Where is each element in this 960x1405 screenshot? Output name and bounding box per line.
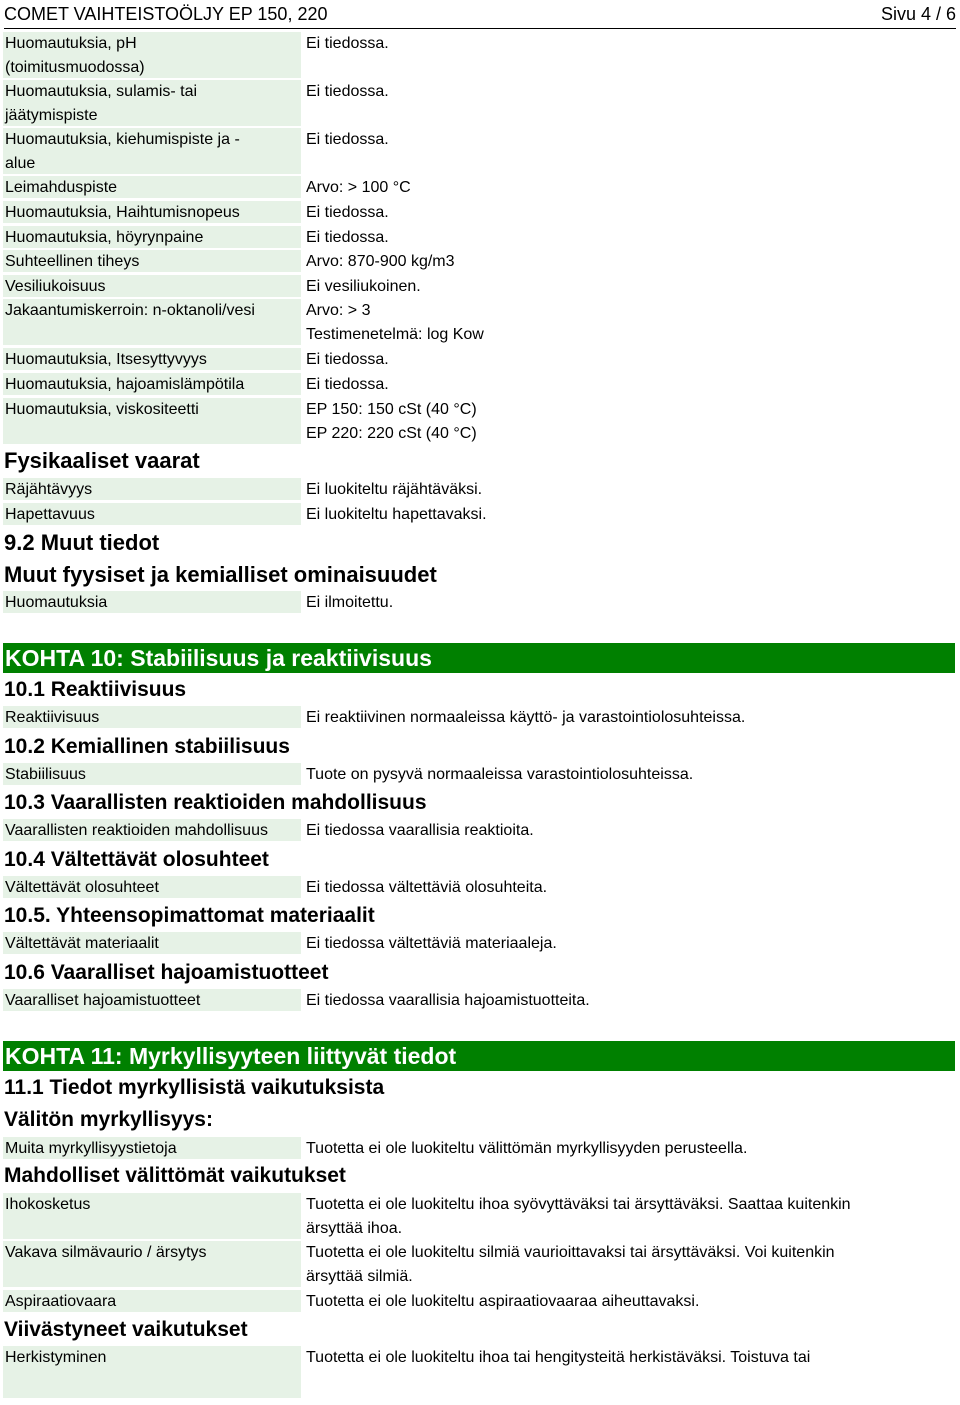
value-line: Tuotetta ei ole luokiteltu välittömän myrkyllisyyden perusteella.	[306, 1140, 748, 1157]
property-label	[3, 876, 301, 898]
value-line: Ei luokiteltu hapettavaksi.	[306, 506, 487, 523]
property-label	[3, 201, 301, 223]
label-line: Vältettävät olosuhteet	[5, 879, 159, 896]
property-value	[306, 1346, 955, 1370]
property-label	[3, 275, 301, 297]
property-value	[306, 373, 955, 397]
property-value	[306, 503, 955, 527]
property-label	[3, 763, 301, 785]
subsection-heading: 10.2 Kemiallinen stabiilisuus	[4, 735, 290, 758]
label-line: Huomautuksia, sulamis- tai	[5, 83, 198, 100]
subsection-heading: Välitön myrkyllisyys:	[4, 1108, 213, 1131]
label-line: Huomautuksia, viskositeetti	[5, 401, 199, 418]
property-label	[3, 398, 301, 444]
label-line: Reaktiivisuus	[5, 709, 100, 726]
property-label	[3, 932, 301, 954]
value-line: ärsyttää ihoa.	[306, 1220, 403, 1237]
value-line: Ei tiedossa.	[306, 351, 389, 368]
label-line: Vesiliukoisuus	[5, 278, 106, 295]
label-line: (toimitusmuodossa)	[5, 59, 145, 76]
property-label	[3, 32, 301, 78]
property-value	[306, 932, 955, 956]
label-line: Hapettavuus	[5, 506, 95, 523]
value-line: Ei tiedossa vältettäviä olosuhteita.	[306, 879, 548, 896]
label-line: Aspiraatiovaara	[5, 1293, 117, 1310]
value-line: Tuotetta ei ole luokiteltu ihoa syövyttäväksi tai ärsyttäväksi. Saattaa kuitenkin	[306, 1196, 851, 1213]
value-line: Tuotetta ei ole luokiteltu silmiä vaurioittavaksi tai ärsyttäväksi. Voi kuitenkin	[306, 1244, 835, 1261]
section-11-title: KOHTA 11: Myrkyllisyyteen liittyvät tiedot	[3, 1041, 955, 1071]
subsection-heading: 10.1 Reaktiivisuus	[4, 678, 187, 701]
subsection-heading: 10.5. Yhteensopimattomat materiaalit	[4, 904, 375, 927]
property-value	[306, 1193, 955, 1241]
property-value	[306, 876, 955, 900]
page-header	[4, 0, 956, 29]
property-label	[3, 80, 301, 126]
property-label	[3, 373, 301, 395]
section-10-title: KOHTA 10: Stabiilisuus ja reaktiivisuus	[3, 643, 955, 673]
property-value	[306, 176, 955, 200]
value-line: Tuote on pysyvä normaaleissa varastointiolosuhteissa.	[306, 766, 694, 783]
subsection-heading: 10.6 Vaaralliset hajoamistuotteet	[4, 961, 329, 984]
property-value	[306, 226, 955, 250]
label-line: Huomautuksia, kiehumispiste ja -	[5, 131, 240, 148]
page-number: Sivu 4 / 6	[880, 4, 956, 24]
property-label	[3, 819, 301, 841]
property-label	[3, 226, 301, 248]
value-line: Ei tiedossa.	[306, 204, 389, 221]
label-line: Jakaantumiskerroin: n-oktanoli/vesi	[5, 302, 255, 319]
property-value	[306, 1137, 955, 1161]
value-line: Ei tiedossa.	[306, 131, 389, 148]
property-value	[306, 398, 955, 446]
label-line: Suhteellinen tiheys	[5, 253, 140, 270]
property-value	[306, 1290, 955, 1314]
property-value	[306, 299, 955, 347]
section-heading: 9.2 Muut tiedot	[4, 530, 160, 555]
value-line: Testimenetelmä: log Kow	[306, 326, 484, 343]
property-label	[3, 1241, 301, 1287]
label-line: jäätymispiste	[5, 107, 98, 124]
value-line: Arvo: > 100 °C	[306, 179, 411, 196]
property-value	[306, 201, 955, 225]
label-line: Huomautuksia, Itsesyttyvyys	[5, 351, 207, 368]
value-line: Arvo: 870-900 kg/m3	[306, 253, 455, 270]
label-line: Vakava silmävaurio / ärsytys	[5, 1244, 207, 1261]
property-value	[306, 348, 955, 372]
property-value	[306, 706, 955, 730]
label-line: Huomautuksia, Haihtumisnopeus	[5, 204, 240, 221]
property-label	[3, 591, 301, 613]
value-line: Ei tiedossa vaarallisia reaktioita.	[306, 822, 534, 839]
subsection-heading: Mahdolliset välittömät vaikutukset	[4, 1164, 346, 1187]
label-line: Huomautuksia, pH	[5, 35, 137, 52]
value-line: EP 220: 220 cSt (40 °C)	[306, 425, 477, 442]
value-line: Tuotetta ei ole luokiteltu ihoa tai hengitysteitä herkistäväksi. Toistuva tai	[306, 1349, 811, 1366]
label-line: Herkistyminen	[5, 1349, 107, 1366]
label-line: Leimahduspiste	[5, 179, 118, 196]
value-line: Tuotetta ei ole luokiteltu aspiraatiovaaraa aiheuttavaksi.	[306, 1293, 700, 1310]
property-label	[3, 128, 301, 174]
property-value	[306, 80, 955, 104]
property-label	[3, 1137, 301, 1159]
label-line: Huomautuksia, hajoamislämpötila	[5, 376, 245, 393]
value-line: Ei ilmoitettu.	[306, 594, 394, 611]
value-line: Ei reaktiivinen normaaleissa käyttö- ja varastointiolosuhteissa.	[306, 709, 746, 726]
value-line: Ei tiedossa.	[306, 229, 389, 246]
value-line: Arvo: > 3	[306, 302, 371, 319]
label-line: Vältettävät materiaalit	[5, 935, 159, 952]
subsection-heading: Viivästyneet vaikutukset	[4, 1318, 248, 1341]
document-title: COMET VAIHTEISTOÖLJY EP 150, 220	[4, 4, 328, 24]
label-line: Vaarallisten reaktioiden mahdollisuus	[5, 822, 268, 839]
property-value	[306, 819, 955, 843]
property-value	[306, 128, 955, 152]
subsection-heading: Muut fyysiset ja kemialliset ominaisuudet	[4, 562, 437, 587]
value-line: Ei tiedossa vältettäviä materiaaleja.	[306, 935, 557, 952]
property-label	[3, 1290, 301, 1312]
value-line: Ei tiedossa.	[306, 83, 389, 100]
property-value	[306, 1241, 955, 1289]
label-line: alue	[5, 155, 36, 172]
value-line: Ei tiedossa.	[306, 376, 389, 393]
property-label	[3, 1346, 301, 1398]
property-value	[306, 478, 955, 502]
property-value	[306, 275, 955, 299]
property-value	[306, 250, 955, 274]
property-value	[306, 32, 955, 56]
property-label	[3, 706, 301, 728]
property-label	[3, 989, 301, 1011]
subsection-heading: 10.4 Vältettävät olosuhteet	[4, 848, 269, 871]
label-line: Huomautuksia, höyrynpaine	[5, 229, 204, 246]
label-line: Räjähtävyys	[5, 481, 93, 498]
value-line: Ei tiedossa.	[306, 35, 389, 52]
section-heading: Fysikaaliset vaarat	[4, 448, 200, 473]
label-line: Vaaralliset hajoamistuotteet	[5, 992, 201, 1009]
property-value	[306, 763, 955, 787]
subsection-heading: 11.1 Tiedot myrkyllisistä vaikutuksista	[4, 1076, 385, 1099]
label-line: Huomautuksia	[5, 594, 108, 611]
value-line: ärsyttää silmiä.	[306, 1268, 413, 1285]
property-label	[3, 478, 301, 500]
property-label	[3, 299, 301, 345]
property-label	[3, 250, 301, 272]
property-value	[306, 591, 955, 615]
label-line: Muita myrkyllisyystietoja	[5, 1140, 177, 1157]
property-label	[3, 176, 301, 198]
value-line: EP 150: 150 cSt (40 °C)	[306, 401, 477, 418]
value-line: Ei luokiteltu räjähtäväksi.	[306, 481, 483, 498]
value-line: Ei vesiliukoinen.	[306, 278, 421, 295]
label-line: Ihokosketus	[5, 1196, 91, 1213]
label-line: Stabiilisuus	[5, 766, 86, 783]
value-line: Ei tiedossa vaarallisia hajoamistuotteita.	[306, 992, 590, 1009]
property-label	[3, 348, 301, 370]
property-label	[3, 1193, 301, 1239]
property-label	[3, 503, 301, 525]
subsection-heading: 10.3 Vaarallisten reaktioiden mahdollisuus	[4, 791, 427, 814]
property-value	[306, 989, 955, 1013]
